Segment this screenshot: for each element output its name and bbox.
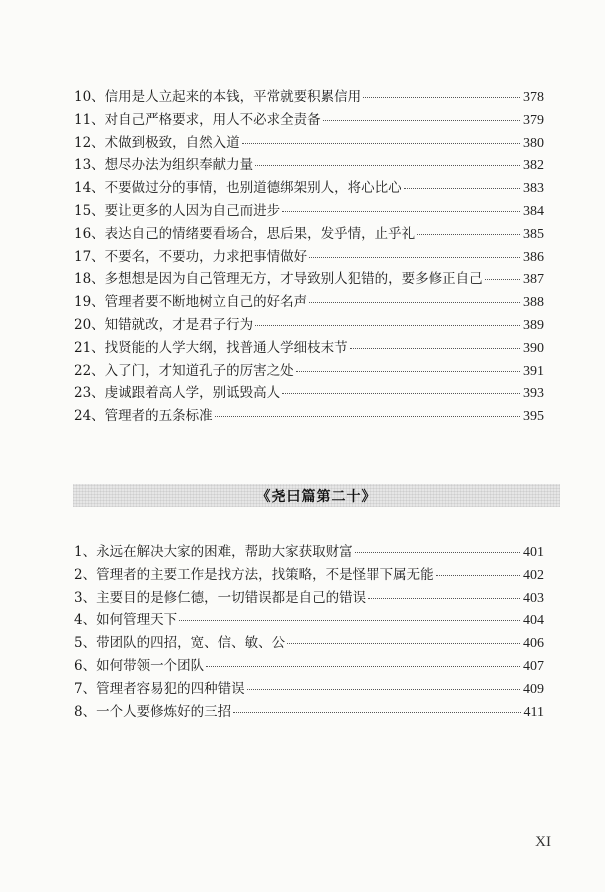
toc-entry-page: 390 bbox=[523, 340, 544, 356]
dot-leader bbox=[215, 416, 520, 417]
toc-entry-page: 379 bbox=[523, 112, 544, 128]
toc-entry-page: 389 bbox=[523, 317, 544, 333]
toc-entry[interactable] bbox=[74, 564, 544, 587]
toc-entry-title: 6、如何带领一个团队 bbox=[74, 657, 205, 674]
toc-entry-page: 386 bbox=[523, 249, 544, 265]
toc-entry[interactable] bbox=[74, 154, 544, 177]
dot-leader bbox=[309, 257, 520, 258]
toc-entry-title: 2、管理者的主要工作是找方法，找策略，不是怪罪下属无能 bbox=[74, 566, 434, 583]
toc-entry[interactable] bbox=[74, 337, 544, 360]
toc-entry-title: 15、要让更多的人因为自己而进步 bbox=[74, 202, 281, 219]
dot-leader bbox=[287, 643, 520, 644]
toc-entry[interactable] bbox=[74, 382, 544, 405]
toc-entry[interactable] bbox=[74, 632, 544, 655]
toc-entry[interactable] bbox=[74, 291, 544, 314]
dot-leader bbox=[309, 302, 520, 303]
dot-leader bbox=[417, 234, 520, 235]
toc-entry-title: 24、管理者的五条标准 bbox=[74, 408, 213, 425]
toc-entry[interactable] bbox=[74, 132, 544, 155]
toc-entry-title: 18、多想想是因为自己管理无方，才导致别人犯错的，要多修正自己 bbox=[74, 271, 483, 288]
toc-entry-page: 391 bbox=[523, 363, 544, 379]
toc-entry[interactable] bbox=[74, 541, 544, 564]
toc-entry-page: 387 bbox=[523, 272, 544, 288]
toc-entry-title: 16、表达自己的情绪要看场合，思后果，发乎情，止乎礼 bbox=[74, 225, 416, 242]
toc-entry-title: 1、永远在解决大家的困难，帮助大家获取财富 bbox=[74, 544, 353, 560]
toc-entry-page: 411 bbox=[523, 704, 544, 720]
toc-entry-page: 402 bbox=[523, 567, 544, 583]
toc-entry-page: 383 bbox=[523, 181, 544, 197]
dot-leader bbox=[323, 120, 520, 121]
toc-entry-title: 11、对自己严格要求，用人不必求全责备 bbox=[74, 111, 321, 128]
toc-entry-page: 382 bbox=[523, 158, 544, 174]
toc-entry-page: 395 bbox=[523, 409, 544, 425]
dot-leader bbox=[242, 143, 520, 144]
section-header-band bbox=[73, 484, 560, 507]
dot-leader bbox=[436, 575, 520, 576]
toc-entry-title: 7、管理者容易犯的四种错误 bbox=[74, 680, 245, 697]
toc-entry[interactable] bbox=[74, 360, 544, 383]
toc-entry-title: 8、一个人要修炼好的三招 bbox=[74, 703, 232, 720]
page-number: XI bbox=[535, 834, 551, 850]
toc-entry-title: 4、如何管理天下 bbox=[74, 612, 178, 629]
dot-leader bbox=[485, 279, 520, 280]
toc-entry-page: 385 bbox=[523, 226, 544, 242]
dot-leader bbox=[206, 666, 520, 667]
toc-entry[interactable] bbox=[74, 314, 544, 337]
toc-entry[interactable] bbox=[74, 246, 544, 269]
toc-entry-page: 406 bbox=[523, 636, 544, 652]
toc-entry-title: 3、主要目的是修仁德，一切错误都是自己的错误 bbox=[74, 589, 367, 606]
section-title: 《尧曰篇第二十》 bbox=[256, 488, 377, 505]
dot-leader bbox=[368, 598, 520, 599]
toc-entry[interactable] bbox=[74, 177, 544, 200]
toc-entry-title: 12、术做到极致，自然入道 bbox=[74, 134, 240, 151]
dot-leader bbox=[282, 393, 520, 394]
toc-entry-title: 20、知错就改，才是君子行为 bbox=[74, 316, 254, 333]
toc-entry[interactable] bbox=[74, 200, 544, 223]
toc-entry-title: 19、管理者要不断地树立自己的好名声 bbox=[74, 294, 308, 311]
toc-entry-page: 378 bbox=[523, 90, 544, 105]
dot-leader bbox=[355, 552, 520, 553]
dot-leader bbox=[296, 371, 520, 372]
toc-entry-title: 21、找贤能的人学大纲，找普通人学细枝末节 bbox=[74, 339, 348, 356]
toc-entry-title: 10、信用是人立起来的本钱，平常就要积累信用 bbox=[74, 89, 362, 105]
toc-entry[interactable] bbox=[74, 701, 544, 724]
dot-leader bbox=[404, 188, 520, 189]
toc-entry[interactable] bbox=[74, 268, 544, 291]
toc-entry-page: 380 bbox=[523, 135, 544, 151]
dot-leader bbox=[255, 165, 520, 166]
toc-entry-title: 17、不要名，不要功，力求把事情做好 bbox=[74, 248, 308, 265]
toc-entry-page: 384 bbox=[523, 203, 544, 219]
toc-entry[interactable] bbox=[74, 587, 544, 610]
toc-entry[interactable] bbox=[74, 223, 544, 246]
toc-entry-title: 22、入了门，才知道孔子的厉害之处 bbox=[74, 362, 294, 379]
toc-entry-title: 14、不要做过分的事情，也别道德绑架别人，将心比心 bbox=[74, 180, 402, 197]
dot-leader bbox=[350, 348, 520, 349]
toc-entry[interactable] bbox=[74, 609, 544, 632]
toc-entry[interactable] bbox=[74, 678, 544, 701]
dot-leader bbox=[255, 325, 520, 326]
toc-entry-title: 5、带团队的四招，宽、信、敏、公 bbox=[74, 635, 286, 652]
toc-entry-page: 393 bbox=[523, 386, 544, 402]
toc-list-bottom bbox=[74, 541, 544, 723]
toc-list-top bbox=[74, 86, 544, 428]
dot-leader bbox=[179, 620, 520, 621]
dot-leader bbox=[233, 712, 520, 713]
toc-entry-page: 403 bbox=[523, 590, 544, 606]
toc-entry-page: 404 bbox=[523, 613, 544, 629]
toc-entry-page: 407 bbox=[523, 658, 544, 674]
toc-entry-page: 409 bbox=[523, 681, 544, 697]
toc-entry-title: 23、虔诚跟着高人学，别诋毁高人 bbox=[74, 385, 281, 402]
dot-leader bbox=[282, 211, 520, 212]
dot-leader bbox=[363, 97, 520, 98]
toc-entry-page: 401 bbox=[523, 545, 544, 560]
toc-entry-title: 13、想尽办法为组织奉献力量 bbox=[74, 157, 254, 174]
toc-entry-page: 388 bbox=[523, 295, 544, 311]
toc-entry[interactable] bbox=[74, 86, 544, 109]
toc-entry[interactable] bbox=[74, 655, 544, 678]
toc-entry[interactable] bbox=[74, 109, 544, 132]
dot-leader bbox=[247, 689, 520, 690]
toc-entry[interactable] bbox=[74, 405, 544, 428]
